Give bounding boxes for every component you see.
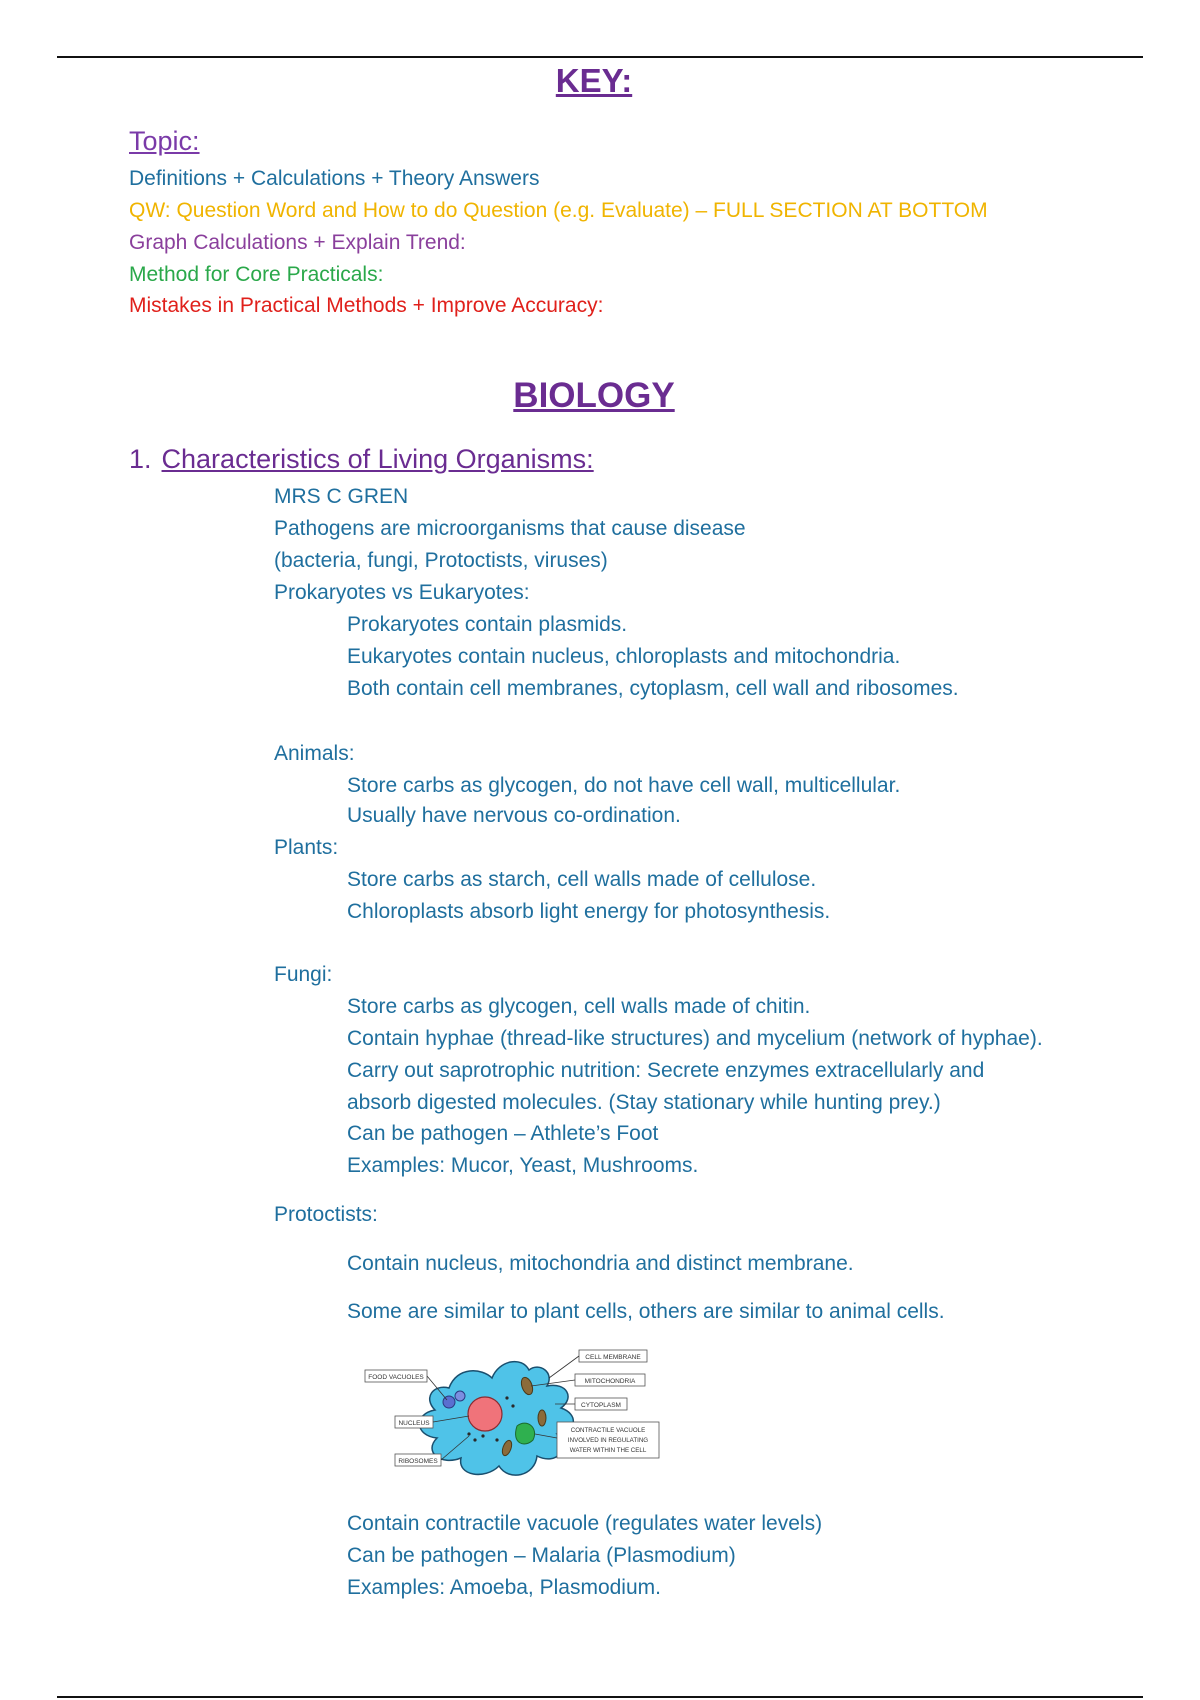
label-contractile-vacuole-3: WATER WITHIN THE CELL <box>569 1447 647 1454</box>
note-line: Prokaryotes contain plasmids. <box>347 613 628 636</box>
key-title: KEY: <box>555 62 633 99</box>
topic-label: Topic: <box>129 126 200 156</box>
note-line: Chloroplasts absorb light energy for photosynthesis. <box>347 900 831 923</box>
legend-mistakes: Mistakes in Practical Methods + Improve Accuracy: <box>129 294 604 317</box>
top-rule <box>57 56 1143 58</box>
label-contractile-vacuole-2: INVOLVED IN REGULATING <box>567 1437 649 1444</box>
label-mitochondria: MITOCHONDRIA <box>584 1378 636 1385</box>
label-cytoplasm: CYTOPLASM <box>581 1402 621 1409</box>
note-line: Store carbs as starch, cell walls made of cellulose. <box>347 868 817 891</box>
note-line: Can be pathogen – Athlete’s Foot <box>347 1122 659 1145</box>
label-food-vacuoles: FOOD VACUOLES <box>368 1374 424 1381</box>
note-line: Store carbs as glycogen, cell walls made of chitin. <box>347 995 811 1018</box>
note-line: Some are similar to plant cells, others are similar to animal cells. <box>347 1300 945 1323</box>
bottom-rule <box>57 1696 1143 1698</box>
note-line: Examples: Mucor, Yeast, Mushrooms. <box>347 1154 699 1177</box>
note-line: Contain hyphae (thread-like structures) and mycelium (network of hyphae). <box>347 1027 1043 1050</box>
note-line: absorb digested molecules. (Stay stationary while hunting prey.) <box>347 1091 941 1114</box>
legend-definitions: Definitions + Calculations + Theory Answers <box>129 167 540 190</box>
amoeba-diagram <box>357 1348 675 1490</box>
amoeba-contractile-vacuole <box>516 1423 535 1444</box>
note-line: Both contain cell membranes, cytoplasm, cell wall and ribosomes. <box>347 677 959 700</box>
label-nucleus: NUCLEUS <box>398 1420 430 1427</box>
legend-graph: Graph Calculations + Explain Trend: <box>129 231 466 254</box>
amoeba-mitochondrion <box>538 1410 546 1426</box>
note-line: Contain nucleus, mitochondria and distinct membrane. <box>347 1252 854 1275</box>
amoeba-nucleus <box>468 1397 502 1431</box>
amoeba-food-vacuole <box>455 1391 465 1401</box>
note-line: Store carbs as glycogen, do not have cell wall, multicellular. <box>347 774 901 797</box>
label-contractile-vacuole-1: CONTRACTILE VACUOLE <box>570 1427 646 1434</box>
note-line: MRS C GREN <box>274 485 409 508</box>
subheading-plants: Plants: <box>274 836 339 859</box>
note-line: Prokaryotes vs Eukaryotes: <box>274 581 530 604</box>
subheading-protoctists: Protoctists: <box>274 1203 378 1226</box>
note-line: Contain contractile vacuole (regulates water levels) <box>347 1512 823 1535</box>
label-cell-membrane: CELL MEMBRANE <box>585 1354 641 1361</box>
pointer-line <box>549 1356 579 1378</box>
legend-question-word: QW: Question Word and How to do Question (e.g. Evaluate) – FULL SECTION AT BOTTOM <box>129 199 988 222</box>
biology-title: BIOLOGY <box>513 376 675 415</box>
note-line: (bacteria, fungi, Protoctists, viruses) <box>274 549 608 572</box>
note-line: Pathogens are microorganisms that cause disease <box>274 517 746 540</box>
note-line: Usually have nervous co-ordination. <box>347 804 681 827</box>
legend-method: Method for Core Practicals: <box>129 263 384 286</box>
section-heading <box>129 444 594 475</box>
section-title: Characteristics of Living Organisms: <box>161 444 594 474</box>
note-line: Carry out saprotrophic nutrition: Secrete enzymes extracellularly and <box>347 1059 985 1082</box>
note-line: Examples: Amoeba, Plasmodium. <box>347 1576 661 1599</box>
label-ribosomes: RIBOSOMES <box>398 1458 438 1465</box>
subheading-animals: Animals: <box>274 742 355 765</box>
note-line: Can be pathogen – Malaria (Plasmodium) <box>347 1544 736 1567</box>
section-number: 1. <box>129 444 152 474</box>
subheading-fungi: Fungi: <box>274 963 333 986</box>
note-line: Eukaryotes contain nucleus, chloroplasts and mitochondria. <box>347 645 901 668</box>
